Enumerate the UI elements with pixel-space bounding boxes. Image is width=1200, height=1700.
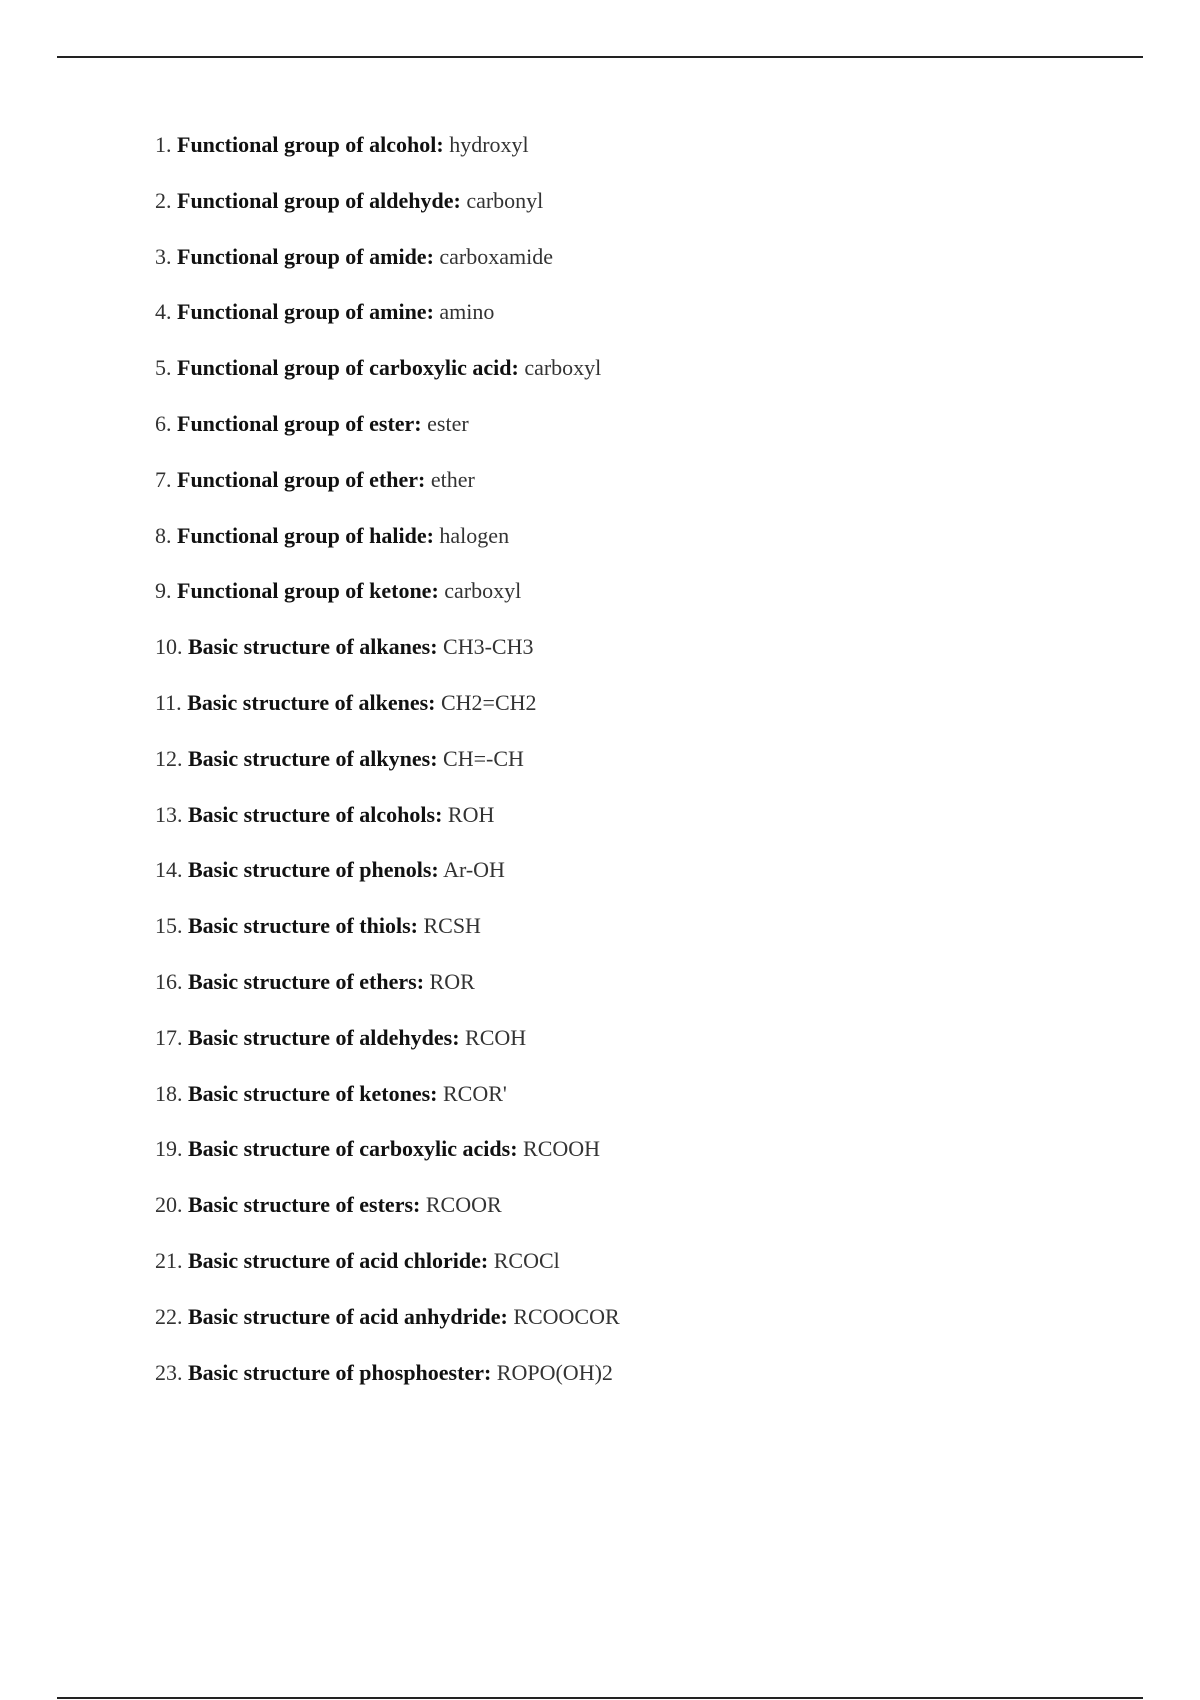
item-value: CH=-CH (443, 745, 524, 771)
item-label: Basic structure of thiols: (188, 913, 418, 939)
item-value: RCOCl (493, 1247, 560, 1273)
item-value: Ar-OH (443, 857, 505, 883)
item-number: 21. (155, 1247, 183, 1273)
item-label: Basic structure of alkynes: (188, 745, 438, 771)
item-value: amino (439, 299, 495, 325)
item-number: 3. (155, 243, 172, 269)
item-value: CH3-CH3 (443, 634, 534, 660)
item-number: 16. (155, 968, 183, 994)
item-value: RCOOR (425, 1192, 502, 1218)
item-label: Functional group of halide: (177, 522, 434, 548)
item-label: Functional group of amine: (177, 299, 434, 325)
item-number: 7. (155, 466, 172, 492)
list-item (155, 634, 620, 690)
list-item (155, 690, 620, 746)
item-number: 8. (155, 522, 172, 548)
item-label: Basic structure of alcohols: (188, 801, 443, 827)
list-item (155, 1248, 620, 1304)
list-item (155, 132, 620, 188)
item-label: Basic structure of acid anhydride: (188, 1303, 508, 1329)
list-item (155, 857, 620, 913)
footer-rule (57, 1697, 1143, 1699)
item-number: 12. (155, 745, 183, 771)
item-label: Functional group of alcohol: (177, 132, 444, 157)
item-value: ROPO(OH)2 (496, 1359, 613, 1385)
list-item (155, 1360, 620, 1416)
item-value: carbonyl (466, 187, 544, 213)
item-number: 20. (155, 1192, 183, 1218)
item-value: halogen (439, 522, 510, 548)
item-number: 23. (155, 1359, 183, 1385)
list-item (155, 244, 620, 300)
item-number: 9. (155, 578, 172, 604)
item-label: Basic structure of ethers: (188, 968, 425, 994)
list-item (155, 355, 620, 411)
item-number: 1. (155, 132, 172, 157)
item-value: RCOOCOR (513, 1303, 620, 1329)
item-number: 19. (155, 1136, 183, 1162)
item-value: RCOH (465, 1024, 527, 1050)
item-label: Basic structure of phosphoester: (188, 1359, 492, 1385)
item-label: Functional group of ketone: (177, 578, 439, 604)
item-value: carboxyl (524, 355, 602, 381)
item-number: 2. (155, 187, 172, 213)
item-label: Functional group of carboxylic acid: (177, 355, 519, 381)
list-item (155, 1304, 620, 1360)
list-item (155, 411, 620, 467)
list-item (155, 969, 620, 1025)
item-value: RCOOH (523, 1136, 601, 1162)
item-label: Basic structure of carboxylic acids: (188, 1136, 518, 1162)
list-item (155, 1192, 620, 1248)
item-label: Basic structure of acid chloride: (188, 1247, 489, 1273)
item-label: Functional group of ether: (177, 466, 426, 492)
list-item (155, 523, 620, 579)
definition-list (155, 132, 620, 1415)
item-number: 13. (155, 801, 183, 827)
item-label: Functional group of ester: (177, 410, 422, 436)
item-label: Functional group of aldehyde: (177, 187, 461, 213)
item-label: Basic structure of alkanes: (188, 634, 438, 660)
list-item (155, 188, 620, 244)
item-value: RCOR' (443, 1080, 507, 1106)
item-number: 10. (155, 634, 183, 660)
item-number: 11. (155, 689, 182, 715)
item-label: Functional group of amide: (177, 243, 434, 269)
item-value: ether (430, 466, 475, 492)
item-label: Basic structure of ketones: (188, 1080, 438, 1106)
list-item (155, 1136, 620, 1192)
list-item (155, 1081, 620, 1137)
item-value: CH2=CH2 (440, 689, 537, 715)
list-item (155, 913, 620, 969)
item-number: 22. (155, 1303, 183, 1329)
item-number: 6. (155, 410, 172, 436)
list-item (155, 746, 620, 802)
item-value: hydroxyl (449, 132, 529, 157)
item-number: 18. (155, 1080, 183, 1106)
list-item (155, 802, 620, 858)
item-value: ROR (429, 968, 475, 994)
list-item (155, 578, 620, 634)
item-label: Basic structure of phenols: (188, 857, 439, 883)
item-value: carboxamide (439, 243, 553, 269)
header-rule (57, 56, 1143, 58)
item-value: ROH (447, 801, 495, 827)
item-number: 5. (155, 355, 172, 381)
item-value: ester (427, 410, 469, 436)
item-number: 17. (155, 1024, 183, 1050)
item-number: 14. (155, 857, 183, 883)
list-item (155, 467, 620, 523)
item-value: carboxyl (444, 578, 522, 604)
list-item (155, 299, 620, 355)
item-label: Basic structure of esters: (188, 1192, 421, 1218)
list-item (155, 1025, 620, 1081)
item-number: 4. (155, 299, 172, 325)
item-number: 15. (155, 913, 183, 939)
item-value: RCSH (423, 913, 481, 939)
item-label: Basic structure of aldehydes: (188, 1024, 460, 1050)
item-label: Basic structure of alkenes: (187, 689, 436, 715)
